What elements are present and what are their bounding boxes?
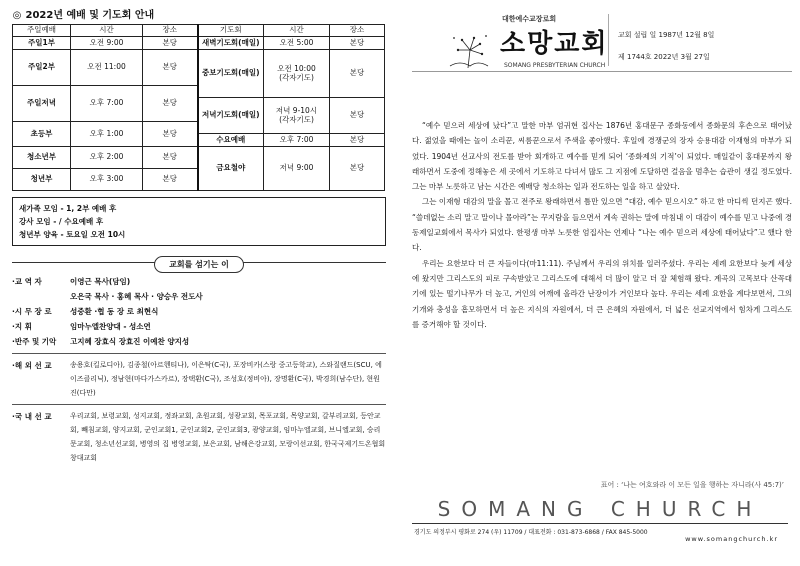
prayer-name: 중보기도회(매일) [198, 50, 264, 98]
prayer-time-line2: (각자기도) [279, 114, 314, 124]
prayer-place: 본당 [330, 98, 385, 134]
service-time: 오전 9:00 [71, 37, 143, 50]
header-cell: 장소 [143, 25, 198, 37]
prayer-name: 수요예배 [198, 134, 264, 147]
staff-list [12, 274, 386, 465]
header-cell: 장소 [330, 25, 385, 37]
masthead [412, 8, 792, 72]
prayer-time-line1: 오전 10:00 [277, 64, 316, 73]
staff-value: 성중환 ·협 동 장 로 최현식 [70, 307, 159, 316]
staff-label [12, 289, 70, 304]
header-cell: 주일예배 [13, 25, 71, 37]
staff-label: ·반주 및 기악 [12, 337, 57, 346]
website-link[interactable]: www.somangchurch.kr [685, 535, 778, 543]
header-cell: 시간 [71, 25, 143, 37]
header-cell: 기도회 [198, 25, 264, 37]
staff-value: 임마누엘찬양대 - 성소연 [70, 322, 151, 331]
service-name: 주일2부 [13, 50, 71, 86]
right-panel [412, 8, 792, 543]
prayer-name: 저녁기도회(매일) [198, 98, 264, 134]
motto-verse: 표어 : ‘나는 여호와라 이 모든 일을 행하는 자니라(사 45:7)’ [600, 481, 784, 489]
header-cell: 시간 [264, 25, 330, 37]
service-name: 주일저녁 [13, 86, 71, 122]
staff-heading-label: 교회를 섬기는 이 [154, 256, 244, 273]
prayer-time: 오후 7:00 [264, 134, 330, 147]
founding-date: 교회 설립 일 1987년 12월 8일 [618, 31, 715, 39]
service-name: 청소년부 [13, 147, 71, 169]
service-time: 오후 2:00 [71, 147, 143, 169]
left-panel [12, 8, 386, 465]
prayer-time: 저녁 9:00 [264, 147, 330, 191]
church-address: 경기도 의정부시 평화로 274 (우) 11709 / 대표전화 : 031-873-6868 / FAX 845-5000 [414, 529, 648, 536]
prayer-place: 본당 [330, 134, 385, 147]
service-place: 본당 [143, 122, 198, 147]
prayer-name: 금요철야 [198, 147, 264, 191]
article-paragraph: 그는 이재형 대감의 말을 몰고 전주로 왕래하면서 틈만 있으면 “대감, 예수 믿으시오” 하고 한 마디씩 던지곤 했다. “쓸데없는 소리 말고 말이나 몰아라”는 꾸지람을 들으면서 계속 권하는 말에 마침내 이 대감이 예수를 믿고 나중에 경동제일교회에서 목사가 되었다. 한평생 마부 노릇한 엄집사는 언제나 “나는 예수 믿으러 세상에 태어났다”고 했다 한다. [412, 197, 792, 253]
service-name: 주일1부 [13, 37, 71, 50]
article-paragraph: “예수 믿으러 세상에 났다”고 말한 마부 엄귀현 집사는 1876년 홍대문구 종화동에서 종화문의 후손으로 태어났다. 젊었을 때에는 놀이 소리꾼, 씨름꾼으로서 주색을 좋아했다. 후일에 경쟁군의 장자 승용대감 이재형의 마부가 되었다. 1904년 선교사의 전도를 받아 회개하고 예수를 믿게 되어 ‘종화제의 기적’이 되었다. 매일같이 홍대문까지 왕래하면서 도중에 정해놓은 세 곳에서 기도하고 다녀서 많도 그 지점에 도달하면 걸음을 멈추는 습관이 생길 정도였다. 그는 마부 노릇하고 남는 시간은 예배당 청소하는 일과 전도하는 일을 하고 살았다. [412, 121, 792, 192]
schedule-title-text: 2022년 예배 및 기도회 안내 [25, 10, 155, 21]
staff-value: 오은국 목사 · 홍혜 목사 · 양승우 전도사 [70, 292, 203, 301]
prayer-time-line2: (각자기도) [279, 72, 314, 82]
article-body [412, 118, 792, 332]
staff-label: ·지 휘 [12, 322, 32, 331]
staff-heading [12, 252, 386, 274]
service-place: 본당 [143, 50, 198, 86]
service-time: 오후 3:00 [71, 169, 143, 191]
staff-value: 이영근 목사(담임) [70, 277, 131, 286]
domestic-mission-label: ·국 내 선 교 [12, 412, 52, 421]
issue-info: 제 1744호 2022년 3월 27일 [618, 53, 710, 61]
overseas-mission-row [12, 358, 386, 400]
service-name: 초등부 [13, 122, 71, 147]
staff-row [12, 319, 386, 334]
service-name: 청년부 [13, 169, 71, 191]
church-name-title: 소망교회 [500, 29, 609, 59]
dandelion-logo-icon [446, 30, 492, 70]
prayer-time: 오전 5:00 [264, 37, 330, 50]
schedule-title [12, 8, 386, 24]
church-english-name: SOMANG PRESBYTERIAN CHURCH [504, 62, 606, 69]
divider [12, 404, 386, 405]
prayer-time-line1: 저녁 9-10시 [275, 106, 318, 115]
service-time: 오후 7:00 [71, 86, 143, 122]
service-time: 오전 11:00 [71, 50, 143, 86]
schedule-table [12, 24, 385, 191]
service-place: 본당 [143, 86, 198, 122]
staff-row [12, 289, 386, 304]
service-place: 본당 [143, 147, 198, 169]
meeting-line: 새가족 모임 - 1, 2부 예배 후 [19, 204, 117, 213]
prayer-name: 새벽기도회(매일) [198, 37, 264, 50]
prayer-place: 본당 [330, 147, 385, 191]
bullet-circle-icon: ◎ [12, 10, 22, 21]
staff-row [12, 334, 386, 349]
prayer-place: 본당 [330, 37, 385, 50]
meeting-line: 청년부 양육 - 토요일 오전 10시 [19, 230, 126, 239]
overseas-mission-list: 송용호(킬로디아), 김종철(아르헨티나), 이은탁(C국), 포장비카(스랑 중고등학교), 스와질랜드(SCU, 에이즈클리닉), 정남현(마다가스카르), 장택환(C국), 조성호(정비아), 장명환(C국), 박경희(남수단), 현원진(다만) [70, 361, 382, 397]
staff-row [12, 274, 386, 289]
article-paragraph: 우리는 요한보다 더 큰 자들이다(마11:11). 주님께서 우리의 위치를 일러주셨다. 우리는 세례 요한보다 늦게 세상에 왔지만 그리스도의 피로 구속받았고 그리스도에 대해서 더 많이 알고 더 잘 체험해 왔다. 계곡의 고목보다 산꼭대기에 있는 떨기나무가 더 높고, 거인의 어깨에 올라간 난장이가 거인보다 높다. 우리는 세례 요한을 계다보면서, 그의 기개와 충성을 흠모하면서 더 높은 지식의 자원에서, 더 큰 은혜의 자원에서, 더 넓은 선교지역에서 힘차게 그리스도를 증거해야 할 것이다. [412, 258, 792, 329]
meetings-box [12, 197, 386, 246]
service-place: 본당 [143, 37, 198, 50]
denomination-label: 대한예수교장로회 [502, 15, 557, 23]
staff-value: 고지혜 장효식 장효진 이예찬 양지성 [70, 337, 190, 346]
footer-rule [412, 523, 788, 524]
staff-label: ·교 역 자 [12, 277, 42, 286]
masthead-divider [608, 14, 609, 66]
overseas-mission-label: ·해 외 선 교 [12, 361, 52, 370]
service-time: 오후 1:00 [71, 122, 143, 147]
service-place: 본당 [143, 169, 198, 191]
prayer-place: 본당 [330, 50, 385, 98]
staff-row [12, 304, 386, 319]
divider [12, 353, 386, 354]
domestic-mission-row [12, 409, 386, 465]
meeting-line: 강사 모임 - / 수요예배 후 [19, 217, 104, 226]
prayer-time [264, 50, 330, 98]
prayer-time [264, 98, 330, 134]
staff-label: ·시 무 장 로 [12, 307, 52, 316]
domestic-mission-list: 우리교회, 보령교회, 성지교회, 정좌교회, 초원교회, 성광교회, 목포교회, 목양교회, 갈부리교회, 등안교회, 빼침교회, 양지교회, 군인교회1, 군인교회2, 군인교회3, 광양교회, 임마누엘교회, 브니엘교회, 승리문교회, 청소년선교회, 병영의 집 병영교회, 보은교회, 남해은강교회, 모랑이선교회, 한국국제기드온협회 창대교회 [70, 412, 386, 462]
brand-wordmark: SOMANG CHURCH [437, 497, 763, 521]
